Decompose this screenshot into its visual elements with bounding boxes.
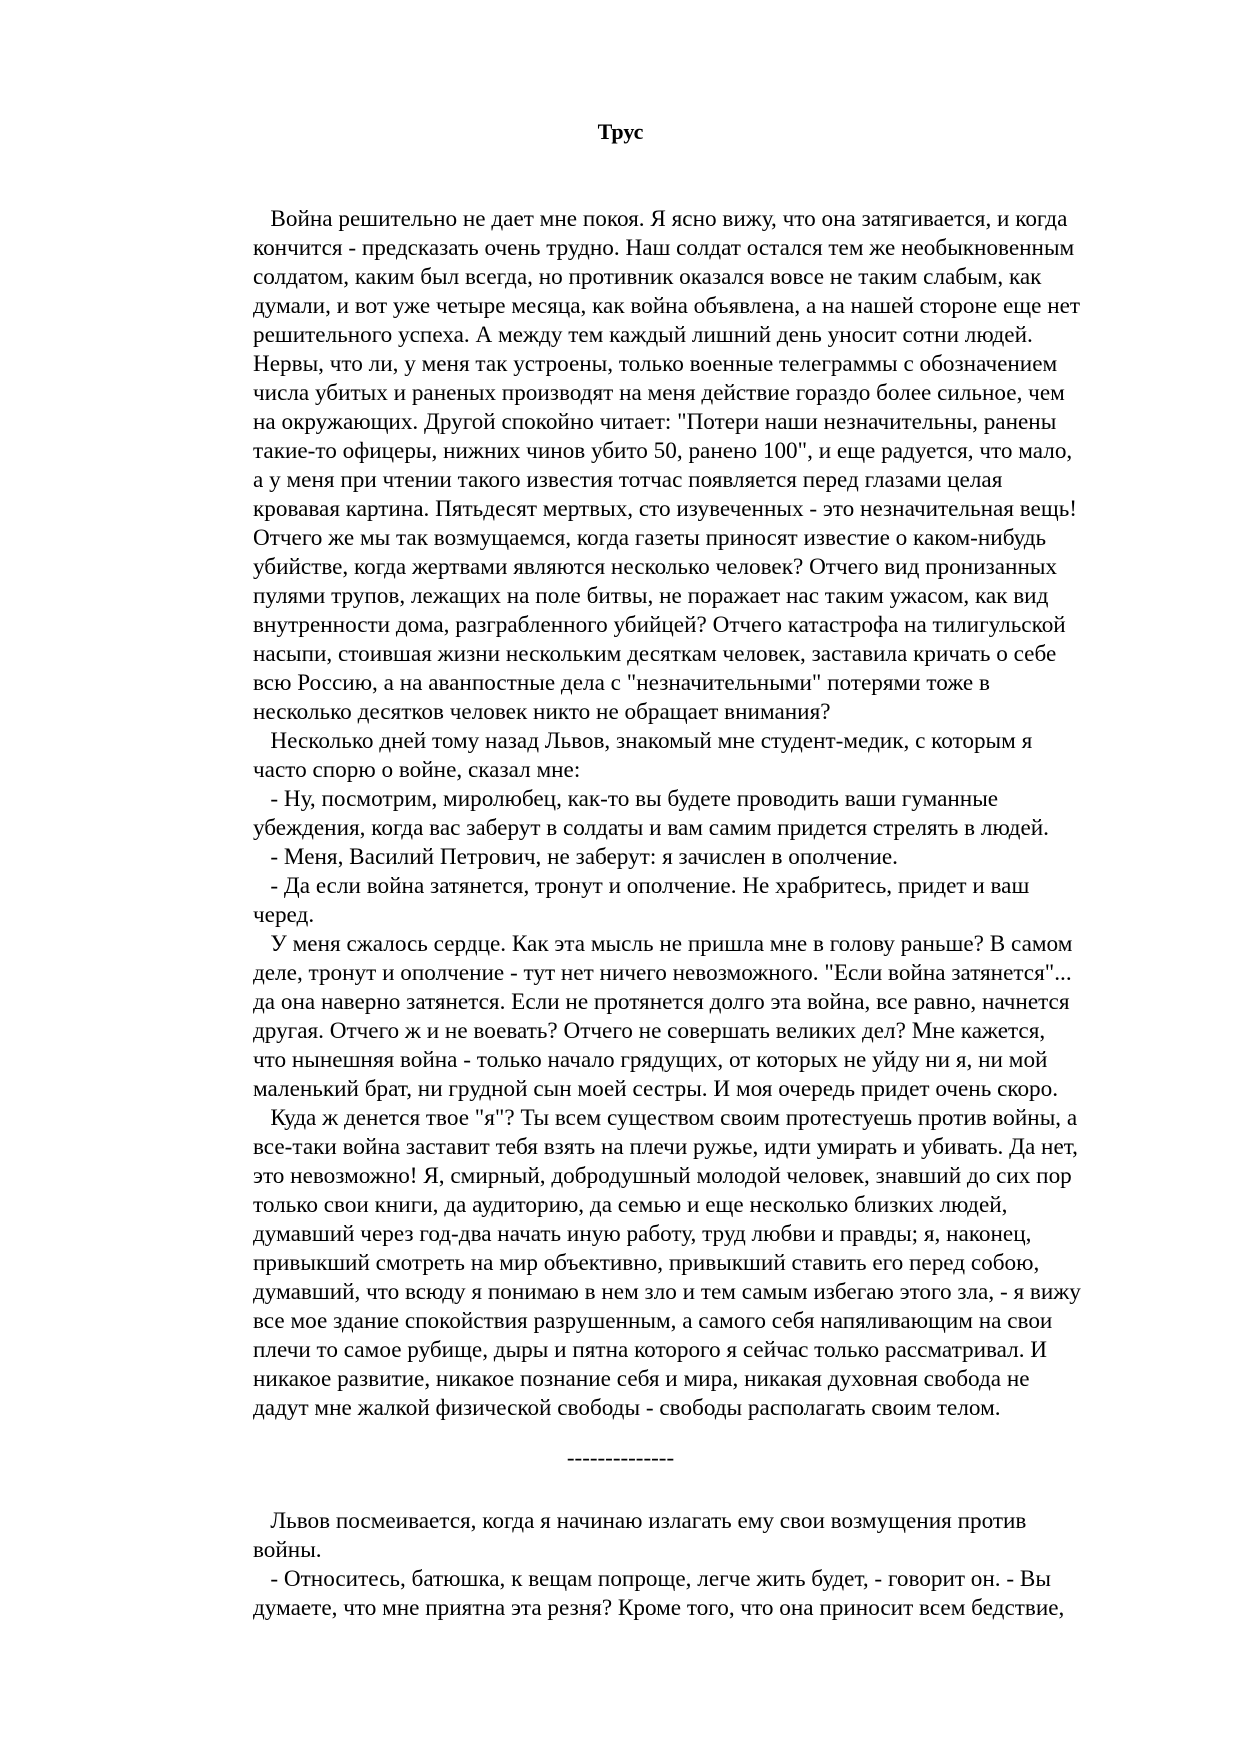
text-line: думавший через год-два начать иную работу, труд любви и правды; я, наконец, <box>253 1221 1032 1247</box>
text-line: Война решительно не дает мне покоя. Я ясно вижу, что она затягивается, и когда <box>253 206 1068 232</box>
text-line: - Меня, Василий Петрович, не заберут: я зачислен в ополчение. <box>253 844 898 870</box>
text-line: насыпи, стоившая жизни нескольким десяткам человек, заставила кричать о себе <box>253 641 1057 667</box>
text-line: несколько десятков человек никто не обращает внимания? <box>253 699 831 725</box>
text-line: Отчего же мы так возмущаемся, когда газеты приносят известие о каком-нибудь <box>253 525 1047 551</box>
text-line: Львов посмеивается, когда я начинаю излагать ему свои возмущения против <box>253 1508 1027 1534</box>
text-line: а у меня при чтении такого известия тотчас появляется перед глазами целая <box>253 467 1003 493</box>
text-line: Нервы, что ли, у меня так устроены, только военные телеграммы с обозначением <box>253 351 1058 377</box>
text-line: всю Россию, а на аванпостные дела с "незначительными" потерями тоже в <box>253 670 990 696</box>
text-line: убийстве, когда жертвами являются несколько человек? Отчего вид пронизанных <box>253 554 1058 580</box>
text-section-1 <box>253 205 1153 1423</box>
text-line: все-таки война заставит тебя взять на плечи ружье, идти умирать и убивать. Да нет, <box>253 1134 1078 1160</box>
text-line: решительного успеха. А между тем каждый лишний день уносит сотни людей. <box>253 322 1033 348</box>
text-line: У меня сжалось сердце. Как эта мысль не пришла мне в голову раньше? В самом <box>253 931 1073 957</box>
text-line: привыкший смотреть на мир объективно, привыкший ставить его перед собою, <box>253 1250 1040 1276</box>
text-line: да она наверно затянется. Если не протянется долго эта война, все равно, начнется <box>253 989 1070 1015</box>
text-line: это невозможно! Я, смирный, добродушный молодой человек, знавший до сих пор <box>253 1163 1072 1189</box>
text-line: на окружающих. Другой спокойно читает: "Потери наши незначительны, ранены <box>253 409 1057 435</box>
text-line: думаете, что мне приятна эта резня? Кроме того, что она приносит всем бедствие, <box>253 1595 1065 1621</box>
text-line: убеждения, когда вас заберут в солдаты и вам самим придется стрелять в людей. <box>253 815 1049 841</box>
text-line: войны. <box>253 1537 322 1563</box>
text-line: деле, тронут и ополчение - тут нет ничего невозможного. "Если война затянется"... <box>253 960 1072 986</box>
text-line: - Относитесь, батюшка, к вещам попроще, легче жить будет, - говорит он. - Вы <box>253 1566 1051 1592</box>
text-line: черед. <box>253 902 315 928</box>
text-line: внутренности дома, разграбленного убийцей? Отчего катастрофа на тилигульской <box>253 612 1066 638</box>
text-section-2 <box>253 1507 1153 1623</box>
text-line: только свои книги, да аудиторию, да семью и еще несколько близких людей, <box>253 1192 1008 1218</box>
text-line: Несколько дней тому назад Львов, знакомый мне студент-медик, с которым я <box>253 728 1033 754</box>
section-separator: -------------- <box>566 1445 675 1470</box>
text-line: числа убитых и раненых производят на меня действие гораздо более сильное, чем <box>253 380 1065 406</box>
text-line: солдатом, каким был всегда, но противник оказался вовсе не таким слабым, как <box>253 264 1042 290</box>
text-line: кровавая картина. Пятьдесят мертвых, сто изувеченных - это незначительная вещь! <box>253 496 1078 522</box>
text-line: часто спорю о войне, сказал мне: <box>253 757 581 783</box>
text-line: кончится - предсказать очень трудно. Наш солдат остался тем же необыкновенным <box>253 235 1075 261</box>
text-line: пулями трупов, лежащих на поле битвы, не поражает нас таким ужасом, как вид <box>253 583 1049 609</box>
text-line: маленький брат, ни грудной сын моей сестры. И моя очередь придет очень скоро. <box>253 1076 1059 1102</box>
text-line: плечи то самое рубище, дыры и пятна которого я сейчас только рассматривал. И <box>253 1337 1048 1363</box>
text-line: думавший, что всюду я понимаю в нем зло и тем самым избегаю этого зла, - я вижу <box>253 1279 1081 1305</box>
text-line: думали, и вот уже четыре месяца, как война объявлена, а на нашей стороне еще нет <box>253 293 1081 319</box>
text-line: что нынешняя война - только начало грядущих, от которых не уйду ни я, ни мой <box>253 1047 1048 1073</box>
text-line: - Ну, посмотрим, миролюбец, как-то вы будете проводить ваши гуманные <box>253 786 999 812</box>
document-title: Трус <box>597 119 644 144</box>
text-line: такие-то офицеры, нижних чинов убито 50, ранено 100", и еще радуется, что мало, <box>253 438 1073 464</box>
text-line: другая. Отчего ж и не воевать? Отчего не совершать великих дел? Мне кажется, <box>253 1018 1046 1044</box>
text-line: все мое здание спокойствия разрушенным, а самого себя напяливающим на свои <box>253 1308 1053 1334</box>
text-line: дадут мне жалкой физической свободы - свободы располагать своим телом. <box>253 1395 1001 1421</box>
text-line: Куда ж денется твое "я"? Ты всем существом своим протестуешь против войны, а <box>253 1105 1078 1131</box>
text-line: - Да если война затянется, тронут и ополчение. Не храбритесь, придет и ваш <box>253 873 1030 899</box>
text-line: никакое развитие, никакое познание себя и мира, никакая духовная свобода не <box>253 1366 1030 1392</box>
